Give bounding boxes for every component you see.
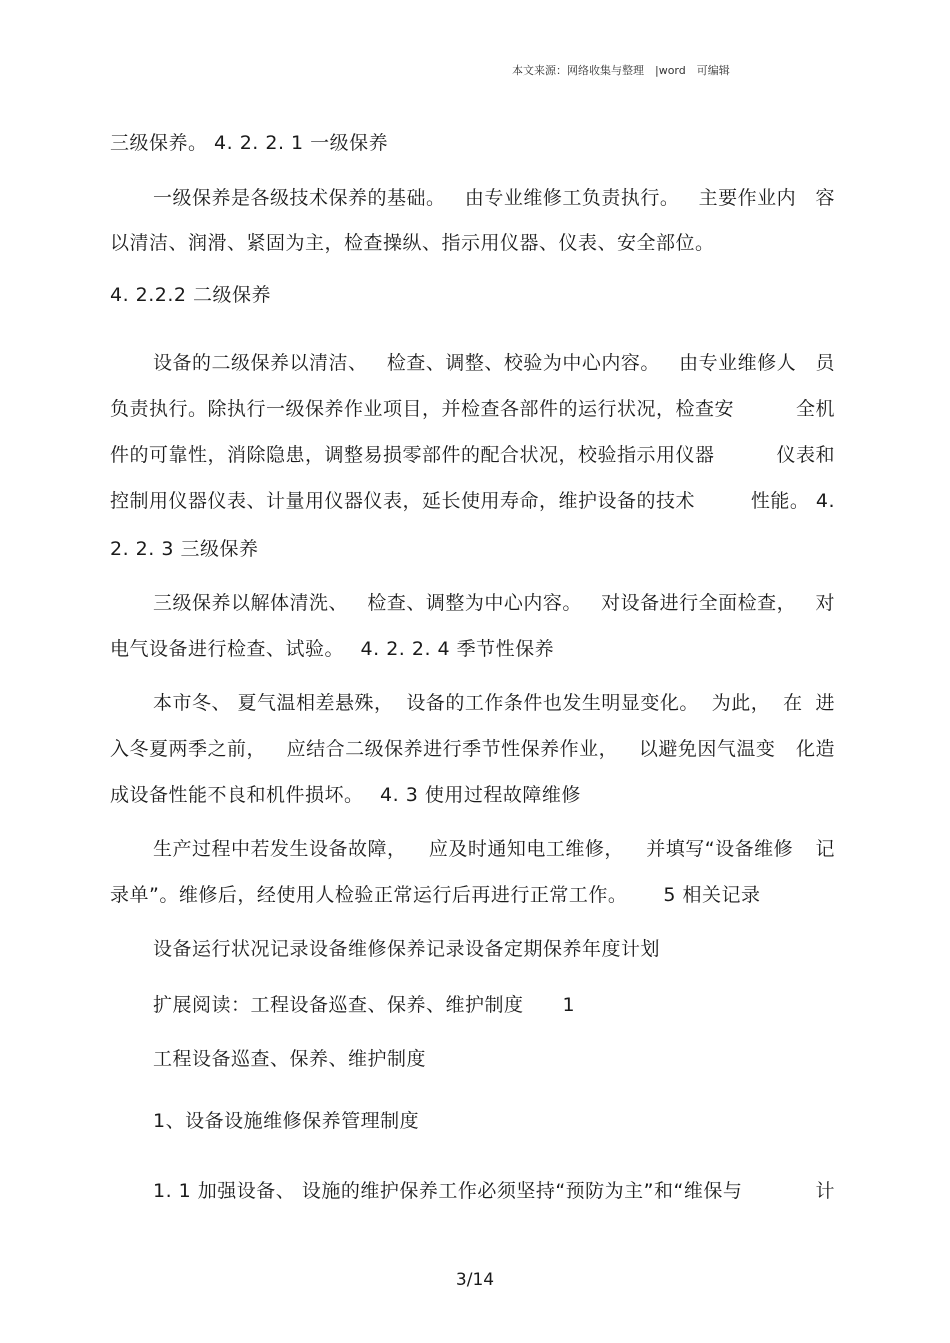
text-line — [110, 394, 835, 421]
text-segment: 主要作业内 — [698, 187, 797, 209]
text-line — [110, 734, 835, 761]
text-line — [153, 1176, 835, 1203]
text-segment: 生产过程中若发生设备故障， — [153, 838, 407, 860]
text-segment: 件的可靠性，消除隐患，调整易损零部件的配合状况，校验指示用仪器 — [110, 444, 715, 466]
text-line — [153, 183, 835, 210]
text-segment: 记 — [815, 838, 835, 860]
text-line: 4. 2.2.2 二级保养 — [110, 284, 272, 306]
text-segment: 为此， — [711, 692, 771, 714]
text-segment: 由专业维修人 — [679, 352, 797, 374]
text-line — [110, 486, 835, 513]
text-line: 电气设备进行检查、试验。 4. 2. 2. 4 季节性保养 — [110, 638, 555, 660]
text-segment: 对设备进行全面检查， — [601, 592, 797, 614]
text-segment: 由专业维修工负责执行。 — [464, 187, 680, 209]
text-segment: 三级保养以解体清洗、 — [153, 592, 349, 614]
text-segment: 并填写“设备维修 — [646, 838, 794, 860]
text-line — [153, 348, 835, 375]
text-line: 成设备性能不良和机件损坏。 4. 3 使用过程故障维修 — [110, 784, 581, 806]
text-segment: 化造 — [795, 738, 835, 760]
text-line: 设备运行状况记录设备维修保养记录设备定期保养年度计划 — [153, 938, 661, 960]
page-number: 3/14 — [455, 1270, 495, 1290]
text-line: 以清洁、润滑、紧固为主，检查操纵、指示用仪器、仪表、安全部位。 — [110, 232, 715, 254]
text-segment: 1. 1 加强设备、 设施的维护保养工作必须坚持“预防为主”和“维保与 — [153, 1180, 743, 1202]
text-segment: 一级保养是各级技术保养的基础。 — [153, 187, 446, 209]
text-segment: 员 — [815, 352, 835, 374]
text-segment: 在 — [783, 692, 803, 714]
text-segment: 设备的二级保养以清洁、 — [153, 352, 368, 374]
text-line: 2. 2. 3 三级保养 — [110, 538, 259, 560]
text-segment: 全机 — [795, 398, 835, 420]
text-line: 录单”。维修后，经使用人检验正常运行后再进行正常工作。 5 相关记录 — [110, 884, 761, 906]
text-segment: 性能。 4. — [750, 490, 835, 512]
text-line — [110, 440, 835, 467]
text-segment: 检查、调整、校验为中心内容。 — [386, 352, 660, 374]
text-segment: 负责执行。除执行一级保养作业项目，并检查各部件的运行状况，检查安 — [110, 398, 735, 420]
text-line: 1、设备设施维修保养管理制度 — [153, 1110, 420, 1132]
text-line — [153, 688, 835, 715]
text-segment: 应结合二级保养进行季节性保养作业， — [286, 738, 619, 760]
text-line — [153, 588, 835, 615]
text-segment: 设备的工作条件也发生明显变化。 — [406, 692, 699, 714]
text-segment: 容 — [815, 187, 835, 209]
text-segment: 进 — [815, 692, 835, 714]
text-segment: 检查、调整为中心内容。 — [367, 592, 582, 614]
text-segment: 入冬夏两季之前， — [110, 738, 267, 760]
text-line: 扩展阅读：工程设备巡查、保养、维护制度 1 — [153, 994, 576, 1016]
text-segment: 控制用仪器仪表、计量用仪器仪表，延长使用寿命，维护设备的技术 — [110, 490, 696, 512]
text-segment: 以避免因气温变 — [638, 738, 776, 760]
text-line — [153, 834, 835, 861]
source-note: 本文来源：网络收集与整理 |word 可编辑 — [512, 64, 730, 77]
text-segment: 仪表和 — [776, 444, 835, 466]
text-segment: 计 — [815, 1180, 835, 1202]
text-segment: 本市冬、 夏气温相差悬殊， — [153, 692, 394, 714]
text-line: 工程设备巡查、保养、维护制度 — [153, 1048, 427, 1070]
text-segment: 对 — [815, 592, 835, 614]
text-segment: 应及时通知电工维修， — [428, 838, 624, 860]
text-line: 三级保养。 4. 2. 2. 1 一级保养 — [110, 132, 389, 154]
